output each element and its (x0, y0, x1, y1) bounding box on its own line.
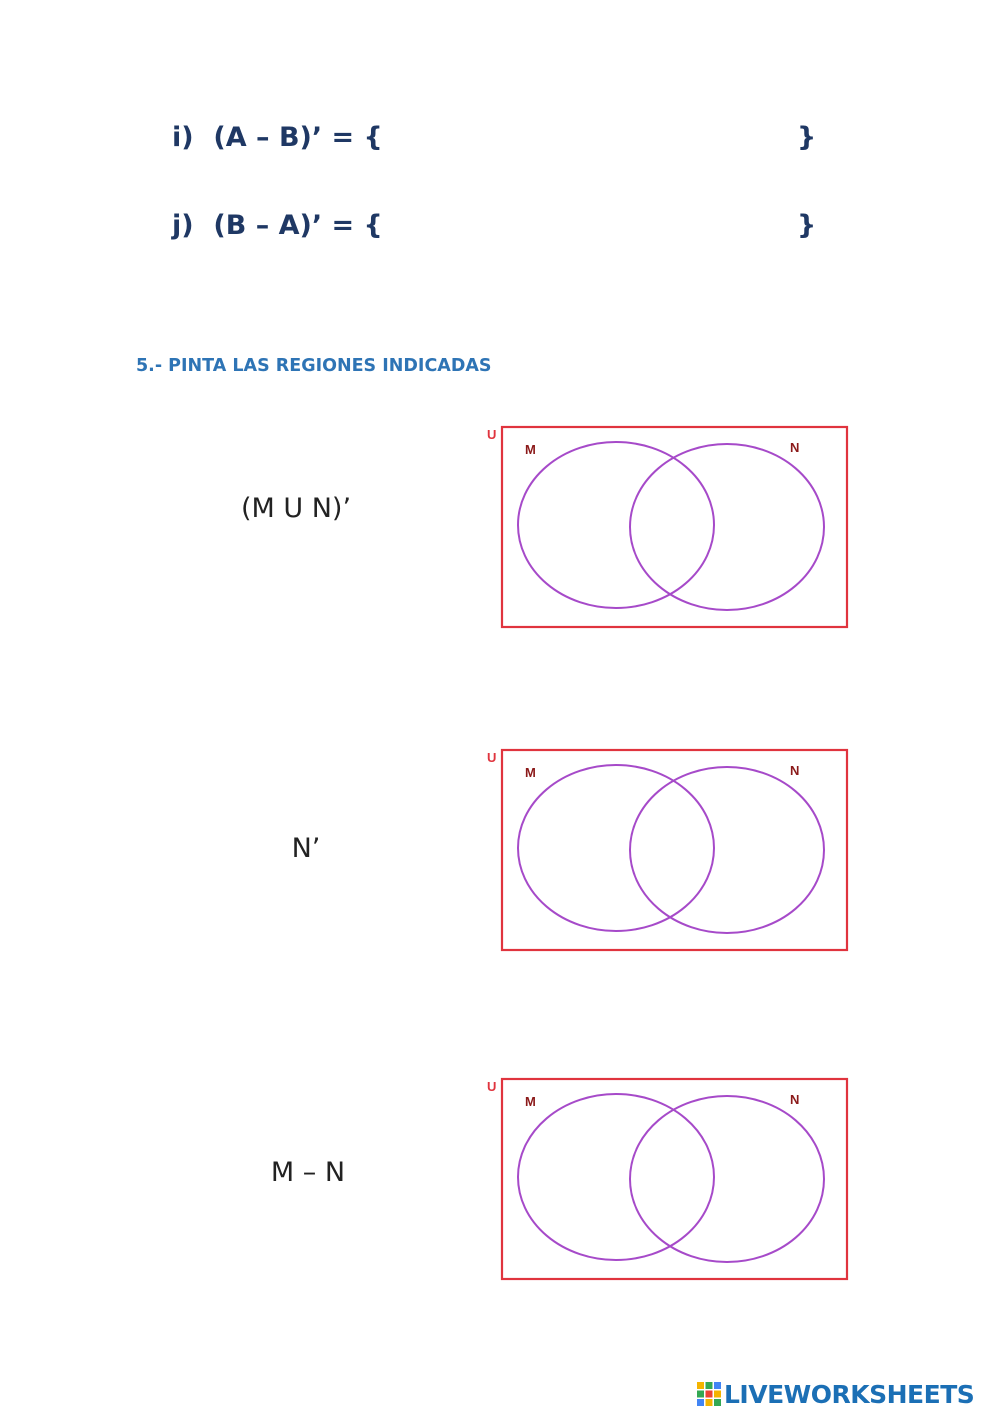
exercise-label: i) (172, 122, 194, 153)
region-label: N’ (291, 833, 321, 864)
venn-svg[interactable] (482, 745, 852, 955)
set-n-label: N (790, 440, 800, 455)
set-n-circle[interactable] (630, 767, 824, 933)
exercise-expression: (A – B)’ = { (213, 122, 383, 153)
venn-svg[interactable] (482, 1074, 852, 1284)
exercise-i (172, 122, 383, 153)
set-m-label: M (525, 442, 536, 457)
universe-label: U (487, 1079, 497, 1094)
set-n-circle[interactable] (630, 1096, 824, 1262)
set-m-circle[interactable] (518, 765, 714, 931)
exercise-expression: (B – A)’ = { (213, 210, 383, 241)
set-m-circle[interactable] (518, 1094, 714, 1260)
set-n-label: N (790, 763, 800, 778)
logo-blocks-icon (697, 1382, 721, 1406)
venn-diagram[interactable] (482, 422, 852, 632)
venn-svg[interactable] (482, 422, 852, 632)
venn-diagram[interactable] (482, 1074, 852, 1284)
set-m-circle[interactable] (518, 442, 714, 608)
exercise-label: j) (172, 210, 194, 241)
region-label: M – N (270, 1157, 346, 1188)
set-m-label: M (525, 765, 536, 780)
closing-brace: } (797, 210, 817, 241)
region-label: (M U N)’ (240, 493, 352, 524)
section-heading: 5.- PINTA LAS REGIONES INDICADAS (136, 356, 492, 376)
exercise-j (172, 210, 383, 241)
liveworksheets-logo (697, 1378, 974, 1410)
closing-brace: } (797, 122, 817, 153)
set-n-circle[interactable] (630, 444, 824, 610)
universe-label: U (487, 750, 497, 765)
logo-text: LIVEWORKSHEETS (724, 1379, 975, 1409)
universe-label: U (487, 427, 497, 442)
venn-diagram[interactable] (482, 745, 852, 955)
set-m-label: M (525, 1094, 536, 1109)
set-n-label: N (790, 1092, 800, 1107)
